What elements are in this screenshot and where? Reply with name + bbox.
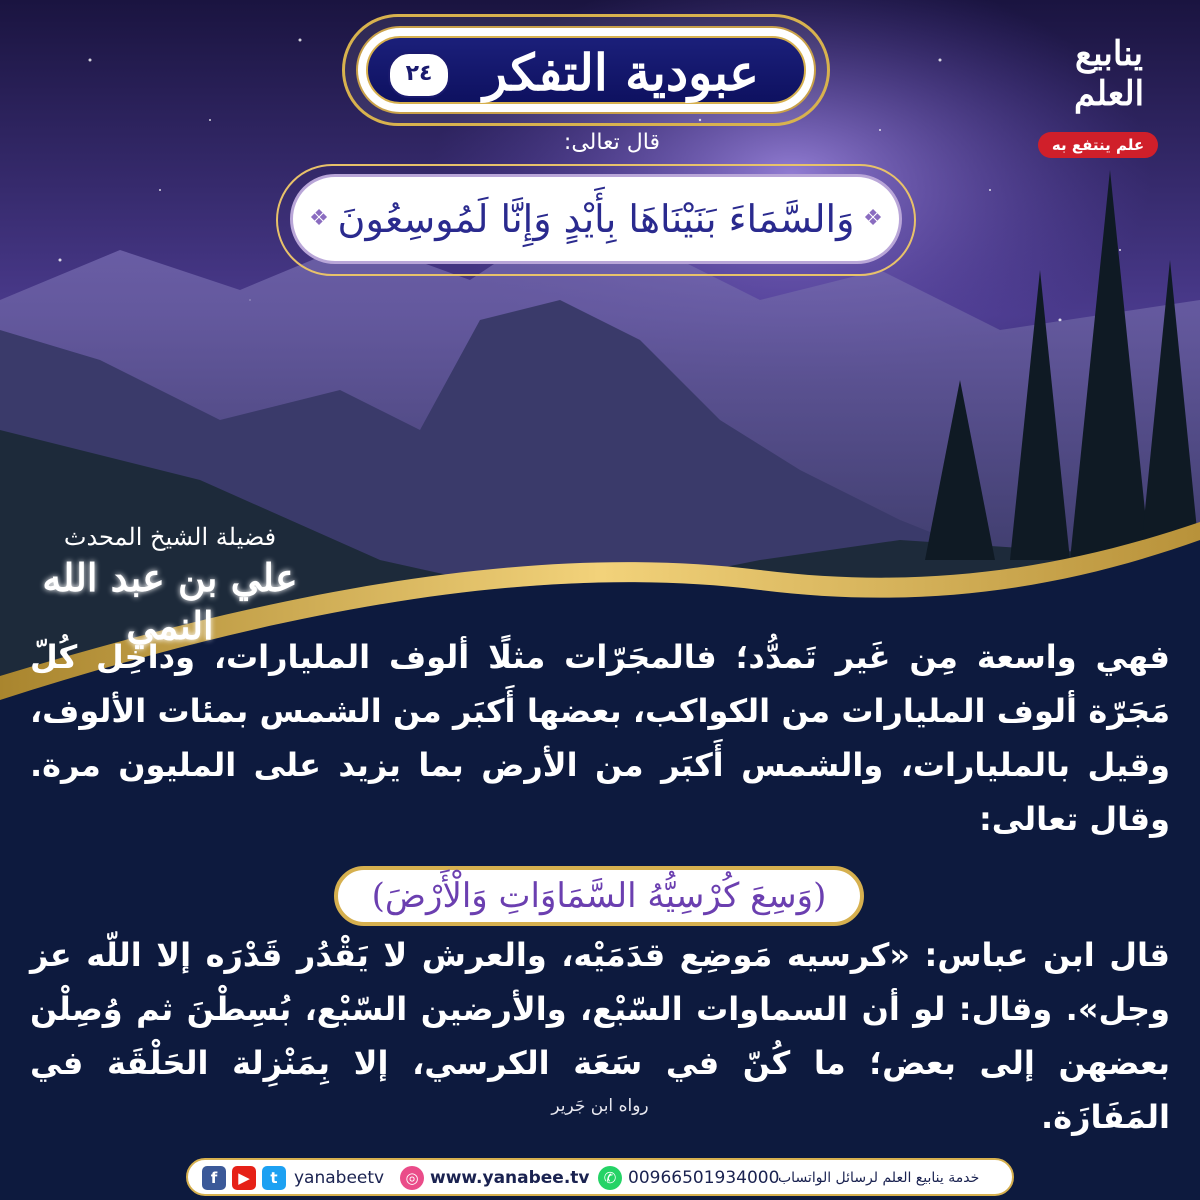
verse-box [290,174,902,264]
footer-bar [186,1158,1014,1196]
logo-tagline: علم ينتفع به [1038,132,1158,158]
logo-wordmark: ينابيع العلم [1073,34,1145,114]
body-paragraph-2: قال ابن عباس: «كرسيه مَوضِع قدَمَيْه، والعرش لا يَقْدُر قَدْرَه إلا اللّه عز وجل». وقال: لو أن السماوات السّبْع، والأرضين السّبْع، بُسِطْنَ ثم وُصِلْن بعضهن إلى بعض؛ ما كُنّ في سَعَة الكرسي، إلا بِمَنْزِلة الحَلْقَة في المَفَازَة. [30,936,1170,1136]
series-title: عبودية التفكر [483,43,759,102]
service-label: خدمة ينابيع العلم لرسائل الواتساب [778,1170,980,1186]
telegram-icon[interactable]: ◎ [400,1166,424,1190]
whatsapp-number[interactable]: 00966501934000 [628,1168,780,1188]
website-link[interactable]: www.yanabee.tv [430,1168,590,1188]
sheikh-name: علي بن عبد الله النمي [42,555,298,648]
intro-label: قال تعالى: [563,130,660,155]
youtube-icon[interactable]: ▶ [232,1166,256,1190]
series-number-badge: ٢٤ [388,52,450,98]
series-title-box [356,26,816,114]
source-citation: رواه ابن جَرير [551,1096,649,1116]
sheikh-title: فضيلة الشيخ المحدث [63,523,277,551]
ornament-icon: ❖ [863,206,883,231]
body-paragraph-1: فهي واسعة مِن غَير تَمدُّد؛ فالمجَرّات مثلًا ألوف المليارات، وداخِل كُلّ مَجَرّة ألوف المليارات من الكواكب، بعضها أَكبَر من الشمس بمئات الألوف، وقيل بالمليارات، والشمس أَكبَر من الأرض بما يزيد على المليون مرة. وقال تعالى: [30,638,1170,838]
whatsapp-icon[interactable]: ✆ [598,1166,622,1190]
facebook-icon[interactable]: f [202,1166,226,1190]
series-title-inner [366,36,806,104]
verse-text: وَالسَّمَاءَ بَنَيْنَاهَا بِأَيْدٍ وَإِنَّا لَمُوسِعُونَ [337,197,855,241]
brand-logo [1034,14,1184,164]
ayah-text: (وَسِعَ كُرْسِيُّهُ السَّمَاوَاتِ وَالْأَرْضَ) [371,876,827,916]
ayah-box [334,866,864,926]
social-handle[interactable]: yanabeetv [294,1168,385,1188]
twitter-icon[interactable]: t [262,1166,286,1190]
ornament-icon: ❖ [309,206,329,231]
